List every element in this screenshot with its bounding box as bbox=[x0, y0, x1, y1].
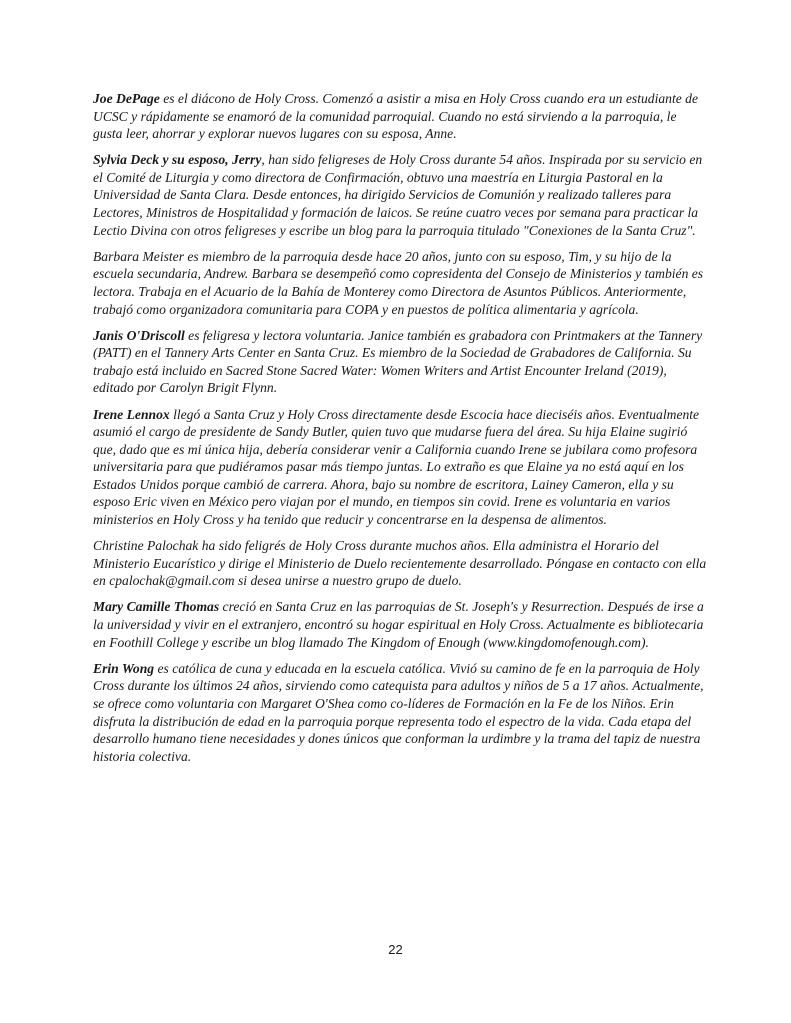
bio-janis-odriscoll bbox=[93, 327, 707, 397]
bio-irene-lennox bbox=[93, 406, 707, 529]
bio-name: Irene Lennox bbox=[93, 406, 170, 422]
bio-text: es católica de cuna y educada en la escuela católica. Vivió su camino de fe en la parroquia de Holy Cross durante los últimos 24 años, sirviendo como catequista para adultos y niños de 5 a 17 años. Actualmente, se ofrece como voluntaria con Margaret O'Shea como co-líderes de Formación en la Fe de los Niños. Erin disfruta la distribución de edad en la parroquia porque representa todo el espectro de la vida. Cada etapa del desarrollo humano tiene necesidades y dones únicos que conforman la urdimbre y la trama del tapiz de nuestra historia colectiva. bbox=[93, 660, 704, 764]
bio-sylvia-deck bbox=[93, 151, 707, 239]
bio-text: es feligresa y lectora voluntaria. Janice también es grabadora con Printmakers at the Tannery (PATT) en el Tannery Arts Center en Santa Cruz. Es miembro de la Sociedad de Grabadores de California. Su trabajo está incluido en Sacred Stone Sacred Water: Women Writers and Artist Encounter Ireland (2019), editado por Carolyn Brigit Flynn. bbox=[93, 327, 703, 396]
bio-text: llegó a Santa Cruz y Holy Cross directamente desde Escocia hace dieciséis años. Eventualmente asumió el cargo de presidente de Sandy Butler, quien tuvo que mudarse fuera del área. Su hija Elaine sugirió que, dado que es mi única hija, debería considerar venir a California cuando Irene se jubilara como profesora universitaria para que pudiéramos pasar más tiempo juntas. Lo extraño es que Elaine ya no está aquí en los Estados Unidos porque cambió de carrera. Ahora, bajo su nombre de escritora, Lainey Cameron, ella y su esposo Eric viven en México pero viajan por el mundo, en tiempos sin covid. Irene es voluntaria en varios ministerios en Holy Cross y ha tenido que reducir y concentrarse en la despensa de alimentos. bbox=[93, 406, 700, 528]
bio-mary-camille-thomas bbox=[93, 598, 707, 651]
bio-name: Mary Camille Thomas bbox=[93, 599, 220, 615]
bio-name: Janis O'Driscoll bbox=[93, 327, 185, 343]
bio-text: es el diácono de Holy Cross. Comenzó a asistir a misa en Holy Cross cuando era un estudiante de UCSC y rápidamente se enamoró de la comunidad parroquial. Cuando no está sirviendo a la parroquia, le gusta leer, ahorrar y explorar nuevos lugares con su esposa, Anne. bbox=[93, 91, 698, 142]
bios-section bbox=[93, 90, 707, 774]
bio-text: creció en Santa Cruz en las parroquias de St. Joseph's y Resurrection. Después de irse a la universidad y vivir en el extranjero, encontró su hogar espiritual en Holy Cross. Actualmente es bibliotecaria en Foothill College y escribe un blog llamado The Kingdom of Enough (www.kingdomofenough.com). bbox=[93, 599, 704, 650]
page-number: 22 bbox=[388, 942, 403, 957]
bio-text: , han sido feligreses de Holy Cross durante 54 años. Inspirada por su servicio en el Comité de Liturgia y como directora de Confirmación, obtuvo una maestría en Liturgia Pastoral en la Universidad de Santa Clara. Desde entonces, ha dirigido Servicios de Comunión y realizado talleres para Lectores, Ministros de Hospitalidad y formación de laicos. Se reúne cuatro veces por semana para practicar la Lectio Divina con otros feligreses y escribe un blog para la parroquia titulado "Conexiones de la Santa Cruz". bbox=[93, 152, 703, 238]
bio-barbara-meister bbox=[93, 248, 707, 318]
bio-name: Erin Wong bbox=[93, 660, 155, 676]
bio-erin-wong bbox=[93, 660, 707, 766]
bio-name: Sylvia Deck y su esposo, Jerry bbox=[93, 152, 262, 168]
bio-text: Barbara Meister es miembro de la parroquia desde hace 20 años, junto con su esposo, Tim, y su hijo de la escuela secundaria, Andrew. Barbara se desempeñó como copresidenta del Consejo de Ministerios y también es lectora. Trabaja en el Acuario de la Bahía de Monterey como Directora de Asuntos Públicos. Anteriormente, trabajó como organizadora comunitaria para COPA y en puestos de política alimentaria y agrícola. bbox=[93, 248, 704, 317]
bio-name: Joe DePage bbox=[93, 91, 160, 106]
bio-text: Christine Palochak ha sido feligrés de Holy Cross durante muchos años. Ella administra el Horario del Ministerio Eucarístico y dirige el Ministerio de Duelo recientemente desarrollado. Póngase en contacto con ella en cpalochak@gmail.com si desea unirse a nuestro grupo de duelo. bbox=[93, 538, 707, 589]
bio-joe-depage bbox=[93, 90, 707, 143]
bio-christine-palochak bbox=[93, 537, 707, 590]
